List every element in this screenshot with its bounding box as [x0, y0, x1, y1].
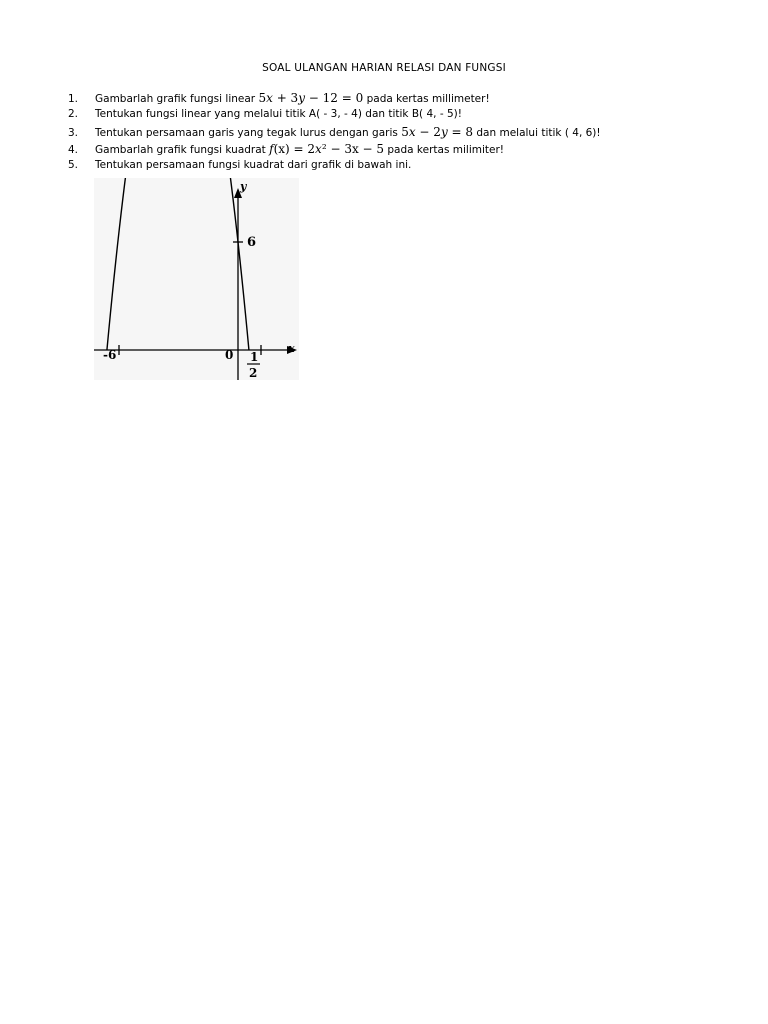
question-number: 5.	[68, 159, 79, 171]
question-number: 1.	[68, 93, 79, 105]
origin-label: 0	[225, 348, 234, 362]
question-2	[68, 108, 728, 125]
parabola-graph	[94, 178, 299, 380]
question-1	[68, 91, 728, 108]
y-axis-label: y	[240, 180, 247, 193]
equation: 5x − 2y = 8	[401, 125, 474, 139]
root-left-label: -6	[103, 348, 117, 362]
question-text: Tentukan fungsi linear yang melalui titik A( - 3, - 4) dan titik B( 4, - 5)!	[95, 108, 462, 120]
question-text: Tentukan persamaan fungsi kuadrat dari grafik di bawah ini.	[95, 159, 412, 171]
question-list	[68, 91, 728, 176]
parabola-curve	[107, 178, 249, 350]
parabola-figure	[94, 178, 299, 380]
question-number: 4.	[68, 144, 79, 156]
question-3	[68, 125, 728, 142]
question-number: 3.	[68, 127, 79, 139]
question-text: Gambarlah grafik fungsi kuadrat f(x) = 2x² − 3x − 5 pada kertas milimiter!	[95, 142, 504, 156]
question-text: Tentukan persamaan garis yang tegak lurus dengan garis 5x − 2y = 8 dan melalui titik ( 4, 6)!	[95, 125, 601, 139]
y-intercept-label: 6	[247, 235, 257, 250]
question-5	[68, 159, 728, 176]
equation: 5x + 3y − 12 = 0	[258, 91, 364, 105]
root-right-numerator: 1	[250, 350, 259, 364]
question-4	[68, 142, 728, 159]
question-number: 2.	[68, 108, 79, 120]
root-right-denominator: 2	[249, 366, 258, 380]
equation: f(x) = 2x² − 3x − 5	[269, 142, 385, 156]
x-axis-label: x	[288, 342, 295, 355]
question-text: Gambarlah grafik fungsi linear 5x + 3y − 12 = 0 pada kertas millimeter!	[95, 91, 490, 105]
document-title: SOAL ULANGAN HARIAN RELASI DAN FUNGSI	[262, 62, 506, 74]
